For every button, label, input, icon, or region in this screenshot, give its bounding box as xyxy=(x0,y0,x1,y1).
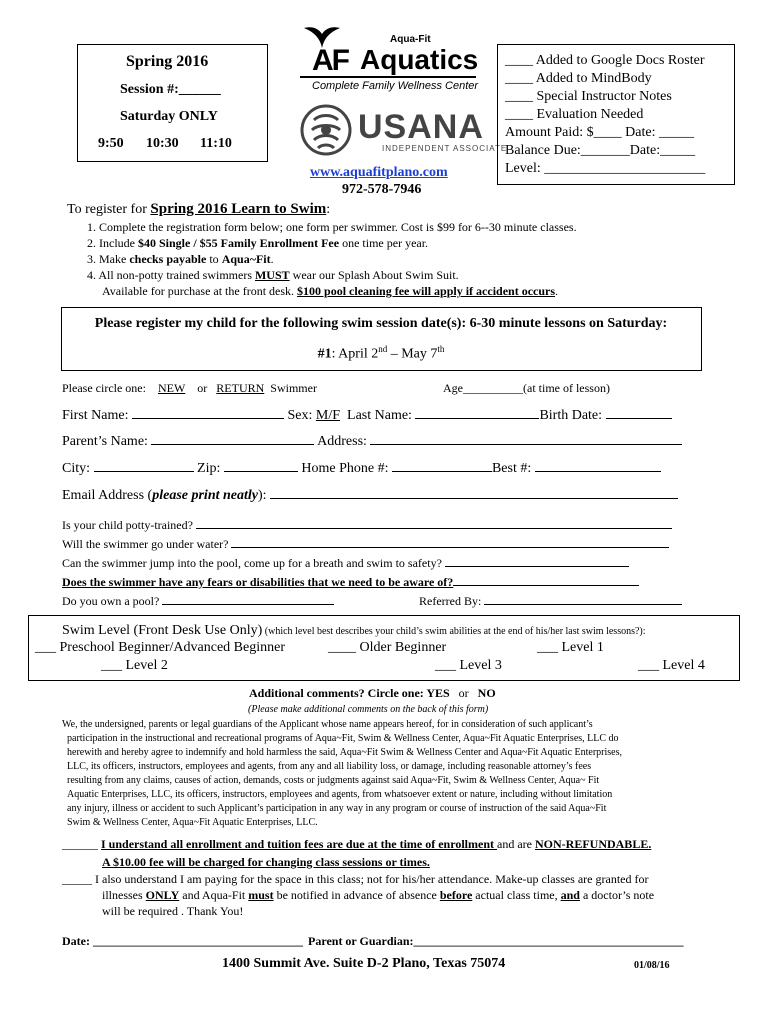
jump-row: Can the swimmer jump into the pool, come up for a breath and swim to safety? xyxy=(62,555,629,571)
phone-number: 972-578-7946 xyxy=(342,182,422,197)
level-4[interactable]: ___ Level 4 xyxy=(638,658,705,673)
signature-date[interactable]: Date: ___________________________________ xyxy=(62,934,303,948)
ack-attendance-line2: illnesses ONLY and Aqua-Fit must be notified in advance of absence before actual class time, and a doctor’s note xyxy=(102,888,655,902)
birth-date-field[interactable] xyxy=(606,405,672,419)
office-use-box xyxy=(497,44,735,185)
own-pool-field[interactable] xyxy=(162,593,334,605)
office-item: Balance Due:_______Date:_____ xyxy=(505,143,696,158)
office-item: ____ Evaluation Needed xyxy=(505,107,644,122)
ack-change-fee: A $10.00 fee will be charged for changing class sessions or times. xyxy=(102,855,430,869)
jump-field[interactable] xyxy=(445,555,629,567)
name-row: First Name: Sex: M/F Last Name: Birth Date: xyxy=(62,405,672,424)
af-aquatics-logo xyxy=(298,14,478,94)
session-number: Session #:______ xyxy=(120,82,221,97)
signature-guardian[interactable]: Parent or Guardian:_____________________________________________ xyxy=(308,934,684,948)
zip-field[interactable] xyxy=(224,458,298,472)
register-step-4-line2: Available for purchase at the front desk. $100 pool cleaning fee will apply if accident occurs. xyxy=(102,284,559,298)
circle-one-row: Please circle one: NEW or RETURN Swimmer xyxy=(62,381,317,395)
level-1[interactable]: ___ Level 1 xyxy=(537,640,604,655)
home-phone-field[interactable] xyxy=(392,458,492,472)
fears-field[interactable] xyxy=(453,574,639,586)
office-item: ____ Special Instructor Notes xyxy=(505,89,672,104)
register-step-4: 4. All non-potty trained swimmers MUST wear our Splash About Swim Suit. xyxy=(87,268,459,282)
level-2[interactable]: ___ Level 2 xyxy=(101,658,168,673)
potty-trained-field[interactable] xyxy=(196,517,672,529)
level-preschool[interactable]: ___ Preschool Beginner/Advanced Beginner xyxy=(35,640,285,655)
potty-row: Is your child potty-trained? xyxy=(62,517,672,533)
under-water-field[interactable] xyxy=(231,536,669,548)
pool-row: Do you own a pool? xyxy=(62,593,334,609)
under-water-row: Will the swimmer go under water? xyxy=(62,536,669,552)
session-title: Spring 2016 xyxy=(126,53,209,70)
session-date-1: #1: April 2nd – May 7th xyxy=(317,344,445,362)
first-name-field[interactable] xyxy=(132,405,284,419)
email-field[interactable] xyxy=(270,485,678,499)
ack-attendance-row: _____ I also understand I am paying for the space in this class; not for his/her attendance. Make-up classes are granted for xyxy=(62,872,649,886)
waiver-line: Aquatic Enterprises, LLC, its officers, instructors, employees and agents, from whatsoever extent or nature, including without limitation xyxy=(67,789,613,800)
sex-field[interactable]: M/F xyxy=(315,408,341,423)
footer-address: 1400 Summit Ave. Suite D-2 Plano, Texas 75074 xyxy=(222,956,506,971)
fears-row: Does the swimmer have any fears or disabilities that we need to be aware of? xyxy=(62,574,639,590)
referred-by-field[interactable] xyxy=(484,593,682,605)
parent-row: Parent’s Name: Address: xyxy=(62,431,682,450)
waiver-line: any injury, illness or accident to such Applicant’s participation in any way in any program or course of instruction of the said Aqua~Fit xyxy=(67,803,607,814)
revision-date: 01/08/16 xyxy=(634,960,670,971)
level-3[interactable]: ___ Level 3 xyxy=(435,658,502,673)
usana-emblem-icon xyxy=(300,104,352,156)
session-dates-heading: Please register my child for the following swim session date(s): 6-30 minute lessons on Saturday: xyxy=(94,316,668,331)
ack-fees-row: ______ I understand all enrollment and tuition fees are due at the time of enrollment and are NON-REFUNDABLE. xyxy=(62,837,652,851)
register-step-1: 1. Complete the registration form below; one form per swimmer. Cost is $99 for 6--30 minute classes. xyxy=(87,220,577,234)
session-time-1: 9:50 xyxy=(98,136,124,151)
session-dates-box xyxy=(61,307,702,371)
logo-initials: AF xyxy=(312,44,348,77)
register-step-2: 2. Include $40 Single / $55 Family Enrollment Fee one time per year. xyxy=(87,236,429,250)
office-item: ____ Added to MindBody xyxy=(505,71,652,86)
office-item: ____ Added to Google Docs Roster xyxy=(505,53,705,68)
level-older-beginner[interactable]: ____ Older Beginner xyxy=(328,640,447,655)
ack-attendance-initial[interactable]: _____ xyxy=(62,872,95,886)
logo-divider xyxy=(300,76,476,78)
session-time-3: 11:10 xyxy=(200,136,232,151)
logo-tagline: Complete Family Wellness Center xyxy=(312,80,479,92)
logo-aqua-fit: Aqua-Fit xyxy=(390,34,431,45)
session-day: Saturday ONLY xyxy=(120,109,218,124)
ack-attendance-line3: will be required . Thank You! xyxy=(102,904,244,918)
logo-name: Aquatics xyxy=(360,44,479,75)
session-box xyxy=(77,44,268,162)
comments-note: (Please make additional comments on the back of this form) xyxy=(248,704,489,715)
waiver-line: We, the undersigned, parents or legal guardians of the Applicant whose name appears hereof, for in consideration of such applicant’s xyxy=(62,719,593,730)
no-option[interactable]: NO xyxy=(477,686,496,700)
city-field[interactable] xyxy=(94,458,194,472)
return-option[interactable]: RETURN xyxy=(216,381,265,395)
swim-level-box xyxy=(28,615,740,681)
usana-text: USANA xyxy=(358,108,484,146)
usana-sub: INDEPENDENT ASSOCIATE xyxy=(382,144,508,153)
waiver-line: resulting from any claims, causes of action, demands, costs or judgments against said Aqua~Fit, Swim & Wellness Center, Aqua~ Fit xyxy=(67,775,600,786)
website-link[interactable]: www.aquafitplano.com xyxy=(310,165,448,180)
register-intro: To register for Spring 2016 Learn to Swim: xyxy=(67,201,331,217)
yes-option[interactable]: YES xyxy=(426,686,450,700)
office-item: Amount Paid: $____ Date: _____ xyxy=(505,125,694,140)
waiver-line: LLC, its officers, instructors, employees and agents, from any and all liability loss, or damage, including reasonable attorney’s fees xyxy=(67,761,592,772)
swim-level-title-row: Swim Level (Front Desk Use Only) (which level best describes your child’s swim abilities at the end of his/her last swim lessons?): xyxy=(62,623,646,638)
best-phone-field[interactable] xyxy=(535,458,661,472)
waiver-line: herewith and hereby agree to indemnify and hold harmless the said, Aqua~Fit Swim & Wellness Center and Aqua~Fit Aquatic Enterprises, xyxy=(67,747,622,758)
waiver-line: participation in the instructional and recreational programs of Aqua~Fit, Swim & Wellness Center, Aqua~Fit Aquatic Enterprises, LLC do xyxy=(67,733,619,744)
email-row: Email Address (please print neatly): xyxy=(62,485,678,504)
comments-row: Additional comments? Circle one: YES or NO xyxy=(249,686,496,700)
office-item: Level: _______________________ xyxy=(505,161,706,176)
age-field[interactable]: Age__________(at time of lesson) xyxy=(443,381,610,395)
usana-logo xyxy=(298,104,508,164)
city-row: City: Zip: Home Phone #: Best #: xyxy=(62,458,661,477)
last-name-field[interactable] xyxy=(415,405,539,419)
parent-name-field[interactable] xyxy=(151,431,314,445)
new-option[interactable]: NEW xyxy=(157,381,186,395)
waiver-line: Swim & Wellness Center, Aqua~Fit Aquatic Enterprises, LLC. xyxy=(67,817,318,828)
address-field[interactable] xyxy=(370,431,682,445)
referred-row: Referred By: xyxy=(419,593,682,609)
ack-fees-initial[interactable]: ______ xyxy=(62,837,101,851)
session-time-2: 10:30 xyxy=(146,136,179,151)
register-step-3: 3. Make checks payable to Aqua~Fit. xyxy=(87,252,274,266)
